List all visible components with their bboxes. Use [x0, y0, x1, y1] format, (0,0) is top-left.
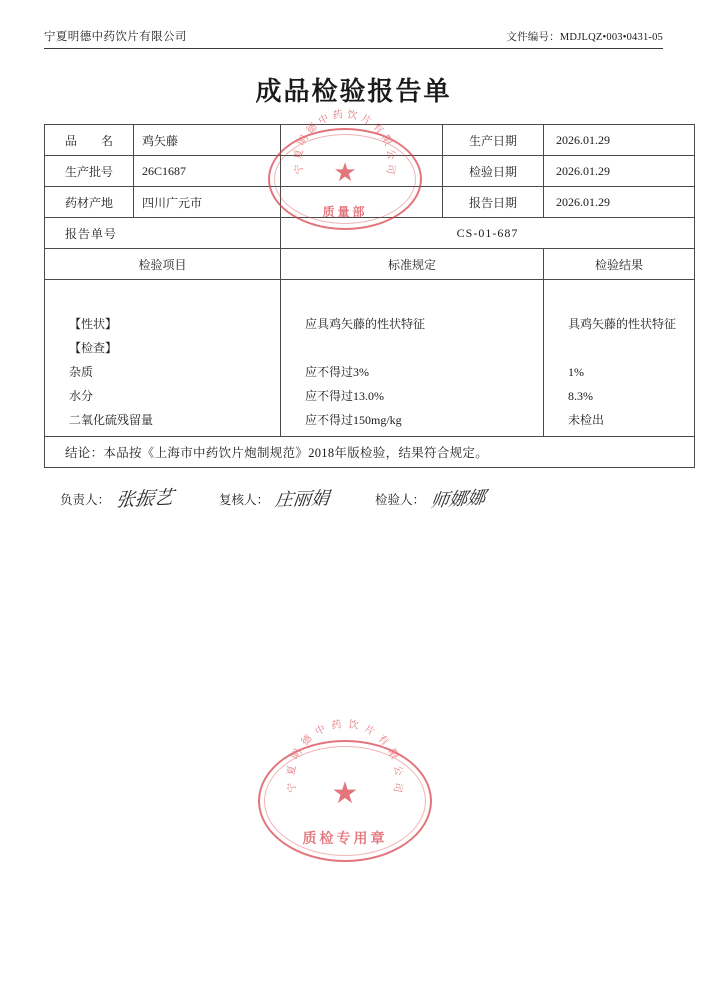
- signature-label: 检验人：: [375, 493, 426, 507]
- field-value-inspection-date: 2026.01.29: [544, 156, 695, 187]
- grid-column-standards: [281, 280, 544, 437]
- spacer-line: [568, 298, 676, 312]
- spacer-cell-1: [281, 125, 443, 156]
- signature-label: 负责人：: [60, 493, 111, 507]
- stamp-arc-text: 宁 夏 明 德 中 药 饮 片 有 限 公 司: [293, 108, 397, 175]
- result-value: 1%: [568, 365, 584, 379]
- page-title: 成品检验报告单: [255, 77, 452, 106]
- info-row: [45, 156, 695, 187]
- spacer-cell-3: [281, 187, 443, 218]
- field-label-inspection-date: 检验日期: [443, 156, 544, 187]
- signature-responsible: [60, 486, 175, 512]
- field-label-report-date: 报告日期: [443, 187, 544, 218]
- stamp-inner-ring: [264, 746, 426, 856]
- document-number: 文件编号：MDJLQZ•003•0431-05: [506, 32, 663, 43]
- field-value-production-date: 2026.01.29: [544, 125, 695, 156]
- conclusion-text: 结论：本品按《上海市中药饮片炮制规范》2018年版检验，结果符合规定。: [45, 437, 695, 468]
- field-value-origin: 四川广元市: [134, 187, 281, 218]
- spacer-line: [69, 298, 262, 312]
- grid-body-row: [45, 280, 695, 437]
- signature-handwriting: 师娜娜: [429, 486, 487, 512]
- field-label-production-date: 生产日期: [443, 125, 544, 156]
- standard-value: 应不得过13.0%: [305, 389, 384, 403]
- grid-header-row: [45, 249, 695, 280]
- signature-inspector: [375, 486, 487, 512]
- standard-value: 应不得过150mg/kg: [305, 413, 402, 427]
- item-name: 【性状】: [69, 317, 118, 331]
- signature-handwriting: 庄丽娟: [273, 487, 331, 511]
- column-header-result: 检验结果: [544, 249, 695, 280]
- grid-column-results: [544, 280, 695, 437]
- item-name: 杂质: [69, 365, 94, 379]
- item-name: 水分: [69, 389, 94, 403]
- field-label-product-name: 品 名: [45, 125, 134, 156]
- document-header: [44, 28, 663, 49]
- stamp-bottom-text: 质量部: [322, 205, 368, 219]
- field-value-report-date: 2026.01.29: [544, 187, 695, 218]
- field-value-batch-number: 26C1687: [134, 156, 281, 187]
- signature-label: 复核人：: [219, 493, 270, 507]
- result-value: 具鸡矢藤的性状特征: [568, 317, 677, 331]
- field-label-batch-number: 生产批号: [45, 156, 134, 187]
- info-row: [45, 187, 695, 218]
- signature-row: [44, 486, 663, 512]
- stamp-arc-text: 宁 夏 明 德 中 药 饮 片 有 限 公 司: [286, 718, 404, 793]
- company-name: 宁夏明德中药饮片有限公司: [44, 31, 187, 43]
- field-value-product-name: 鸡矢藤: [134, 125, 281, 156]
- standard-value: [305, 336, 525, 360]
- star-icon: ★: [331, 776, 359, 810]
- standard-value: 应不得过3%: [305, 365, 369, 379]
- field-label-report-no: 报告单号: [45, 218, 281, 249]
- star-icon: ★: [333, 158, 357, 188]
- field-label-origin: 药材产地: [45, 187, 134, 218]
- column-header-standard: 标准规定: [281, 249, 544, 280]
- grid-column-items: [45, 280, 281, 437]
- stamp-bottom-text: 质检专用章: [302, 832, 388, 847]
- report-number-row: [45, 218, 695, 249]
- standard-value: 应具鸡矢藤的性状特征: [305, 317, 426, 331]
- signature-reviewer: [219, 487, 331, 511]
- info-row: [45, 125, 695, 156]
- report-table: [44, 108, 695, 468]
- signature-handwriting: 张振艺: [114, 486, 175, 512]
- item-name: 二氧化硫残留量: [69, 413, 154, 427]
- result-value: 未检出: [568, 413, 605, 427]
- spacer-line: [305, 298, 525, 312]
- spacer-cell-2: [281, 156, 443, 187]
- column-header-item: 检验项目: [45, 249, 281, 280]
- field-value-report-no: CS-01-687: [281, 218, 695, 249]
- result-value: 8.3%: [568, 389, 593, 403]
- item-name: 【检查】: [69, 341, 118, 355]
- conclusion-row: [45, 437, 695, 468]
- result-value: [568, 336, 676, 360]
- inspection-seal-stamp: [258, 718, 432, 862]
